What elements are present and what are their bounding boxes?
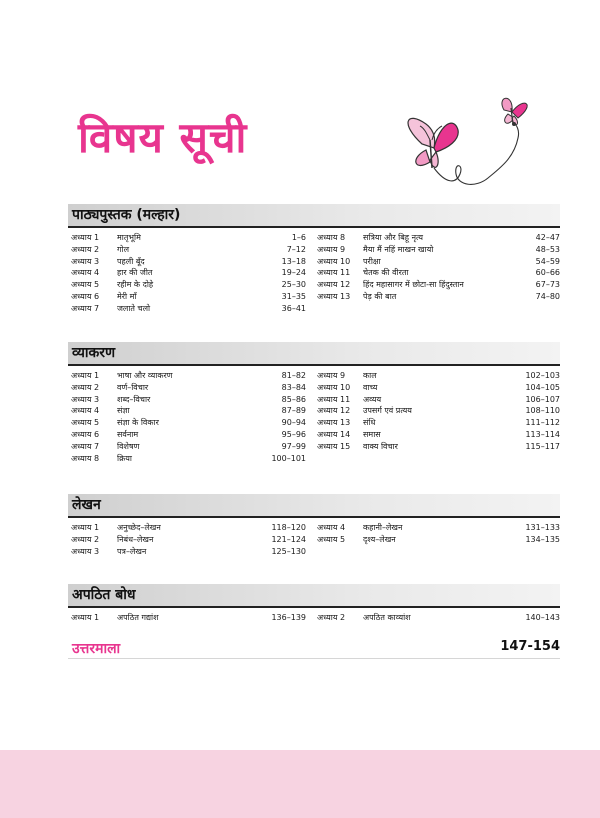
left-column bbox=[68, 370, 314, 464]
chapter-number: अध्याय 2 bbox=[71, 244, 100, 254]
chapter-title: संज्ञा के विकार bbox=[117, 418, 159, 428]
chapter-number: अध्याय 4 bbox=[71, 268, 100, 278]
chapter-title: परीक्षा bbox=[363, 256, 381, 266]
right-column bbox=[314, 232, 560, 315]
chapter-number: अध्याय 1 bbox=[71, 613, 100, 622]
chapter-title: अपठित काव्यांश bbox=[363, 613, 411, 622]
chapter-number: अध्याय 1 bbox=[71, 371, 100, 380]
page-range: 36–41 bbox=[281, 303, 306, 313]
page-range: 121–124 bbox=[271, 534, 306, 544]
right-column bbox=[314, 370, 560, 464]
page-range: 118–120 bbox=[271, 523, 306, 532]
toc-row[interactable] bbox=[68, 291, 314, 303]
left-column bbox=[68, 232, 314, 315]
chapter-title: संज्ञा bbox=[117, 406, 130, 416]
chapter-title: निबंध–लेखन bbox=[117, 534, 154, 544]
section-heading: पाठ्यपुस्तक (मल्हार) bbox=[68, 204, 560, 228]
chapter-title: काल bbox=[363, 371, 377, 380]
toc-row[interactable] bbox=[68, 429, 314, 441]
page-range: 81–82 bbox=[281, 371, 306, 380]
chapter-title: वाच्य bbox=[363, 382, 378, 392]
toc-row[interactable] bbox=[314, 534, 560, 546]
chapter-title: मातृभूमि bbox=[117, 233, 141, 242]
chapter-number: अध्याय 1 bbox=[71, 523, 100, 532]
toc-row[interactable] bbox=[314, 267, 560, 279]
chapter-title: समास bbox=[363, 429, 381, 439]
chapter-number: अध्याय 9 bbox=[317, 244, 346, 254]
chapter-number: अध्याय 2 bbox=[317, 613, 346, 622]
toc-row[interactable] bbox=[314, 244, 560, 256]
chapter-title: चेतक की वीरता bbox=[363, 268, 409, 278]
chapter-title: जलाते चलो bbox=[117, 303, 151, 313]
page-range: 7–12 bbox=[286, 244, 306, 254]
chapter-title: अव्यय bbox=[363, 394, 382, 404]
chapter-title: हिंद महासागर में छोटा-सा हिंदुस्तान bbox=[363, 280, 464, 290]
chapter-title: संधि bbox=[363, 418, 376, 428]
left-column bbox=[68, 522, 314, 557]
toc-row[interactable] bbox=[314, 291, 560, 303]
chapter-number: अध्याय 10 bbox=[317, 382, 351, 392]
chapter-title: दृश्य–लेखन bbox=[363, 534, 396, 544]
toc-row[interactable] bbox=[68, 394, 314, 406]
toc-row[interactable] bbox=[314, 232, 560, 244]
toc-row[interactable] bbox=[314, 382, 560, 394]
chapter-number: अध्याय 6 bbox=[71, 429, 100, 439]
chapter-title: वर्ण–विचार bbox=[117, 382, 149, 392]
chapter-number: अध्याय 5 bbox=[71, 418, 100, 428]
section-heading: अपठित बोध bbox=[68, 584, 560, 608]
page-range: 67–73 bbox=[535, 280, 560, 290]
large-butterfly-icon bbox=[408, 118, 458, 168]
toc-row[interactable] bbox=[68, 232, 314, 244]
chapter-title: गोल bbox=[117, 244, 129, 254]
toc-row[interactable] bbox=[314, 394, 560, 406]
chapter-number: अध्याय 3 bbox=[71, 546, 100, 556]
chapter-number: अध्याय 8 bbox=[71, 453, 100, 463]
chapter-number: अध्याय 3 bbox=[71, 394, 100, 404]
chapter-number: अध्याय 1 bbox=[71, 233, 100, 242]
toc-row[interactable] bbox=[68, 256, 314, 268]
page-title: विषय सूची bbox=[78, 113, 248, 162]
chapter-title: विशेषण bbox=[117, 441, 140, 451]
page-range: 102–103 bbox=[525, 371, 560, 380]
chapter-title: उपसर्ग एवं प्रत्यय bbox=[363, 406, 412, 416]
footer-band bbox=[0, 750, 600, 818]
right-column bbox=[314, 522, 560, 557]
page-range: 113–114 bbox=[525, 429, 560, 439]
page-range: 48–53 bbox=[535, 244, 560, 254]
toc-row[interactable] bbox=[314, 612, 560, 624]
chapter-number: अध्याय 6 bbox=[71, 291, 100, 301]
page-range: 74–80 bbox=[535, 291, 560, 301]
toc-row[interactable] bbox=[314, 256, 560, 268]
toc-row[interactable] bbox=[314, 370, 560, 382]
page-range: 106–107 bbox=[525, 394, 560, 404]
page-range: 100–101 bbox=[271, 453, 306, 463]
toc-row[interactable] bbox=[68, 546, 314, 558]
page-range: 136–139 bbox=[271, 613, 306, 622]
toc-row[interactable] bbox=[68, 612, 314, 624]
chapter-title: अपठित गद्यांश bbox=[117, 613, 159, 622]
chapter-number: अध्याय 3 bbox=[71, 256, 100, 266]
chapter-number: अध्याय 4 bbox=[71, 406, 100, 416]
page-range: 25–30 bbox=[281, 280, 306, 290]
toc-row[interactable] bbox=[68, 453, 314, 465]
page-range: 131–133 bbox=[525, 523, 560, 532]
chapter-number: अध्याय 10 bbox=[317, 256, 351, 266]
page-range: 104–105 bbox=[525, 382, 560, 392]
section-textbook bbox=[68, 204, 560, 315]
chapter-title: पत्र–लेखन bbox=[117, 546, 147, 556]
toc-row[interactable] bbox=[68, 405, 314, 417]
chapter-title: सर्वनाम bbox=[117, 429, 139, 439]
toc-row[interactable] bbox=[314, 522, 560, 534]
toc-row[interactable] bbox=[68, 303, 314, 315]
chapter-number: अध्याय 5 bbox=[71, 280, 100, 290]
page-range: 115–117 bbox=[525, 441, 560, 451]
toc-row[interactable] bbox=[68, 441, 314, 453]
chapter-title: मैया मैं नहिं माखन खायो bbox=[363, 244, 434, 254]
toc-row[interactable] bbox=[314, 279, 560, 291]
chapter-number: अध्याय 5 bbox=[317, 534, 346, 544]
chapter-number: अध्याय 15 bbox=[317, 441, 351, 451]
chapter-number: अध्याय 7 bbox=[71, 441, 100, 451]
answer-key-pages: 147-154 bbox=[500, 639, 560, 654]
toc-row[interactable] bbox=[68, 417, 314, 429]
chapter-number: अध्याय 8 bbox=[317, 233, 346, 242]
chapter-number: अध्याय 7 bbox=[71, 303, 100, 313]
chapter-title: शब्द–विचार bbox=[117, 394, 151, 404]
page-range: 31–35 bbox=[281, 291, 306, 301]
chapter-number: अध्याय 2 bbox=[71, 534, 100, 544]
page-range: 90–94 bbox=[281, 418, 306, 428]
page-range: 19–24 bbox=[281, 268, 306, 278]
chapter-title: पहली बूँद bbox=[117, 256, 145, 266]
page-range: 134–135 bbox=[525, 534, 560, 544]
chapter-title: वाक्य विचार bbox=[363, 441, 398, 451]
section-heading: लेखन bbox=[68, 494, 560, 518]
page-range: 42–47 bbox=[535, 233, 560, 242]
toc-row[interactable] bbox=[314, 441, 560, 453]
page-range: 108–110 bbox=[525, 406, 560, 416]
small-butterfly-icon bbox=[502, 98, 527, 125]
chapter-number: अध्याय 2 bbox=[71, 382, 100, 392]
toc-row[interactable] bbox=[68, 267, 314, 279]
chapter-number: अध्याय 9 bbox=[317, 371, 346, 380]
chapter-number: अध्याय 13 bbox=[317, 418, 351, 428]
page-range: 87–89 bbox=[281, 406, 306, 416]
right-column bbox=[314, 612, 560, 624]
chapter-number: अध्याय 12 bbox=[317, 280, 351, 290]
page-range: 95–96 bbox=[281, 429, 306, 439]
chapter-title: अनुच्छेद–लेखन bbox=[117, 523, 161, 532]
chapter-title: कहानी–लेखन bbox=[363, 523, 403, 532]
page-range: 60–66 bbox=[535, 268, 560, 278]
toc-row[interactable] bbox=[314, 405, 560, 417]
chapter-title: हार की जीत bbox=[117, 268, 153, 278]
chapter-number: अध्याय 13 bbox=[317, 291, 351, 301]
chapter-title: क्रिया bbox=[117, 453, 132, 463]
page-range: 85–86 bbox=[281, 394, 306, 404]
answer-key-label: उत्तरमाला bbox=[72, 641, 121, 657]
section-heading: व्याकरण bbox=[68, 342, 560, 366]
page-range: 140–143 bbox=[525, 613, 560, 622]
toc-row[interactable] bbox=[68, 370, 314, 382]
page-range: 97–99 bbox=[281, 441, 306, 451]
chapter-number: अध्याय 11 bbox=[317, 394, 351, 404]
toc-row[interactable] bbox=[68, 522, 314, 534]
page-range: 83–84 bbox=[281, 382, 306, 392]
chapter-number: अध्याय 14 bbox=[317, 429, 351, 439]
page-range: 1–6 bbox=[291, 233, 306, 242]
chapter-title: मेरी माँ bbox=[117, 291, 137, 301]
chapter-title: रहीम के दोहे bbox=[117, 280, 154, 290]
toc-row[interactable] bbox=[314, 429, 560, 441]
toc-row[interactable] bbox=[68, 244, 314, 256]
toc-row[interactable] bbox=[68, 534, 314, 546]
page-range: 13–18 bbox=[281, 256, 306, 266]
page-range: 125–130 bbox=[271, 546, 306, 556]
page-range: 111–112 bbox=[525, 418, 560, 428]
butterfly-illustration bbox=[396, 88, 536, 196]
toc-row[interactable] bbox=[68, 279, 314, 291]
chapter-number: अध्याय 11 bbox=[317, 268, 351, 278]
page-range: 54–59 bbox=[535, 256, 560, 266]
section-grammar bbox=[68, 342, 560, 464]
toc-row[interactable] bbox=[68, 382, 314, 394]
chapter-title: सत्रिया और बिहू नृत्य bbox=[363, 233, 423, 242]
answer-key-row[interactable] bbox=[68, 638, 560, 659]
chapter-title: पेड़ की बात bbox=[363, 291, 397, 301]
chapter-title: भाषा और व्याकरण bbox=[117, 371, 173, 380]
chapter-number: अध्याय 12 bbox=[317, 406, 351, 416]
chapter-number: अध्याय 4 bbox=[317, 523, 346, 532]
toc-row[interactable] bbox=[314, 417, 560, 429]
section-unseen-passage bbox=[68, 584, 560, 624]
section-writing bbox=[68, 494, 560, 557]
left-column bbox=[68, 612, 314, 624]
